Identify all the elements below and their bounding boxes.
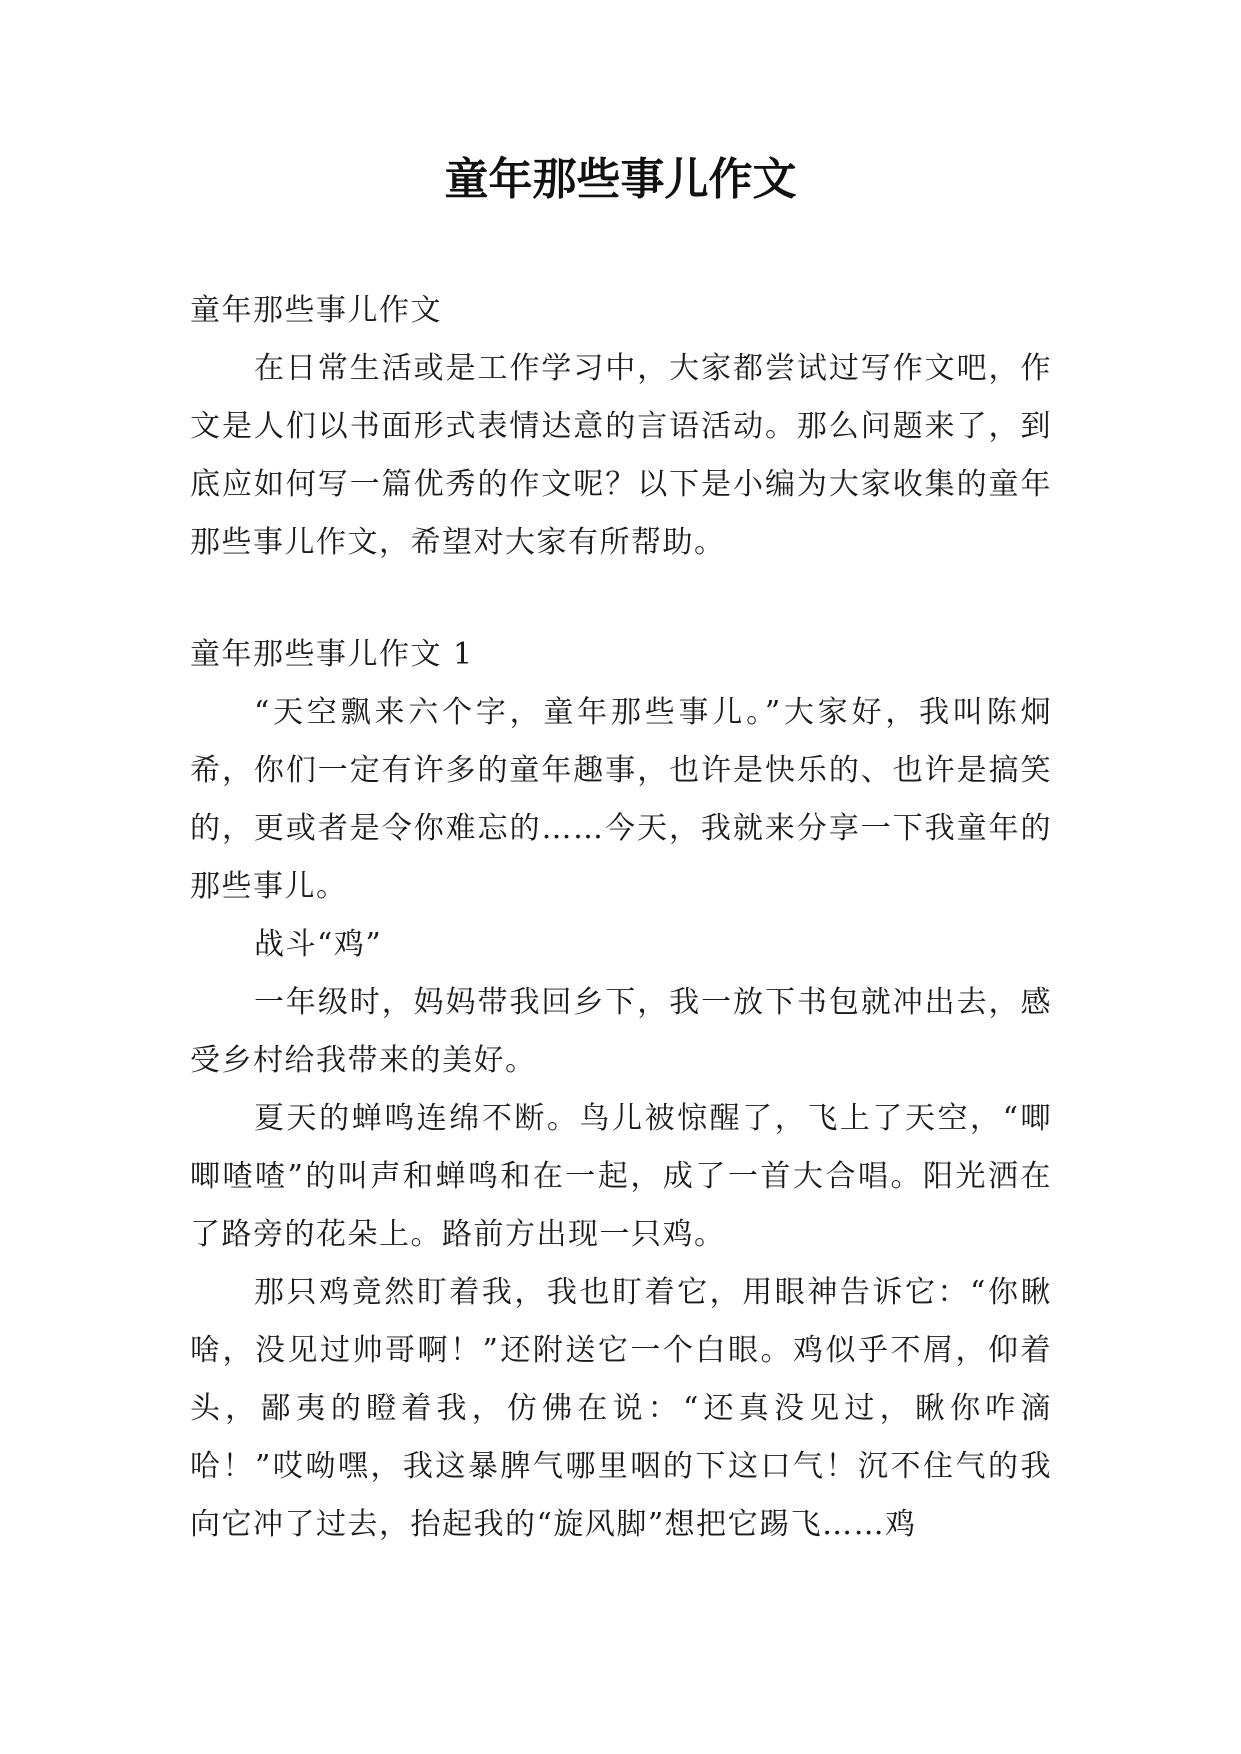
essay-subheading: 战斗“鸡” [254,927,383,962]
intro-paragraph: 在日常生活或是工作学习中，大家都尝试过写作文吧，作文是人们以书面形式表情达意的言语活动。那么问题来了，到底应如何写一篇优秀的作文呢？以下是小编为大家收集的童年那些事儿作文，希望对大家有所帮助。 [190,351,1052,560]
intro-heading: 童年那些事儿作文 [190,293,442,328]
section-spacer [190,572,1052,626]
essay-paragraph: “天空飘来六个字，童年那些事儿。”大家好，我叫陈炯希，你们一定有许多的童年趣事，也许是快乐的、也许是搞笑的，更或者是令你难忘的……今天，我就来分享一下我童年的那些事儿。 [190,695,1052,904]
essay-paragraph: 那只鸡竟然盯着我，我也盯着它，用眼神告诉它：“你瞅啥，没见过帅哥啊！”还附送它一个白眼。鸡似乎不屑，仰着头，鄙夷的瞪着我，仿佛在说：“还真没见过，瞅你咋滴哈！”哎呦嘿，我这暴脾气哪里咽的下这口气！沉不住气的我向它冲了过去，抬起我的“旋风脚”想把它踢飞……鸡 [190,1275,1052,1542]
essay-paragraph: 夏天的蝉鸣连绵不断。鸟儿被惊醒了，飞上了天空，“唧唧喳喳”的叫声和蝉鸣和在一起，成了一首大合唱。阳光洒在了路旁的花朵上。路前方出现一只鸡。 [190,1101,1052,1252]
document-body [190,282,1052,1554]
essay-heading: 童年那些事儿作文 1 [190,637,474,672]
essay-paragraph: 一年级时，妈妈带我回乡下，我一放下书包就冲出去，感受乡村给我带来的美好。 [190,985,1052,1078]
document-title: 童年那些事儿作文 [444,154,797,205]
